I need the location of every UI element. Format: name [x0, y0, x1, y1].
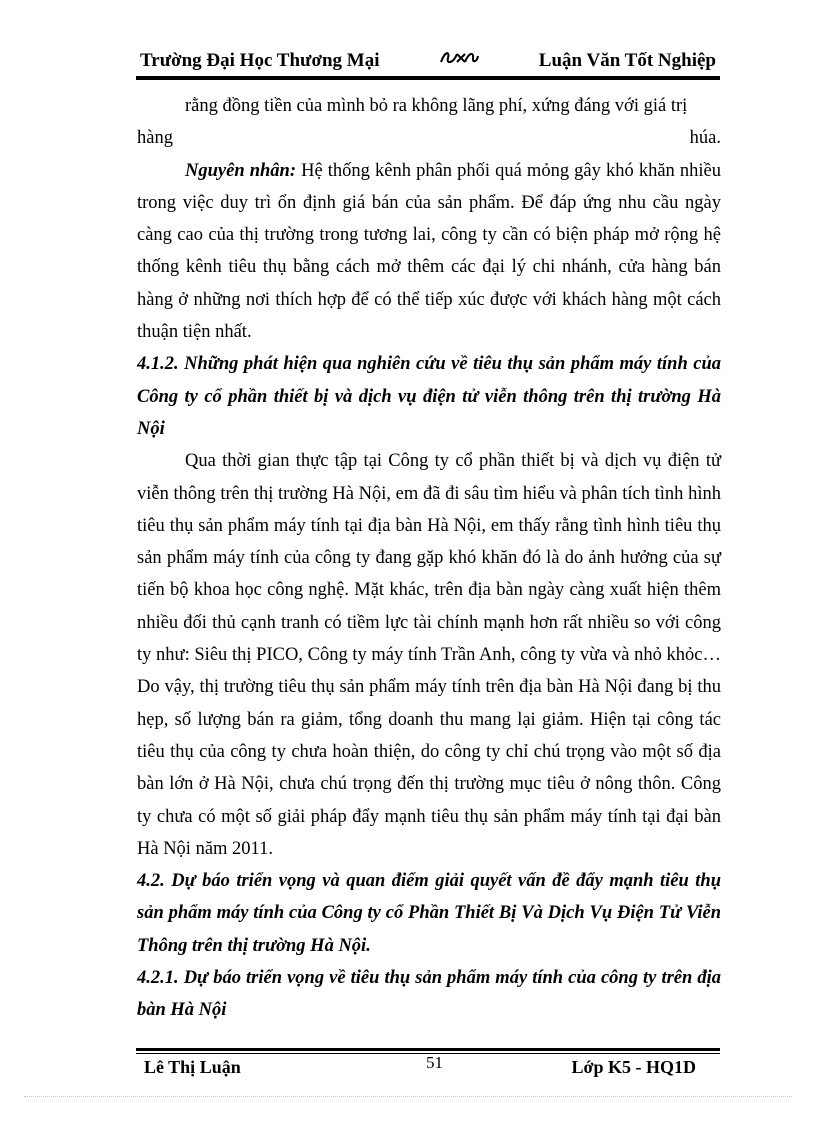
section-heading-4-2-1: 4.2.1. Dự báo triển vọng về tiêu thụ sản phẩm máy tính của công ty trên địa bàn Hà Nội [137, 968, 721, 1021]
section-heading-4-2: 4.2. Dự báo triển vọng và quan điểm giải quyết vấn đề đẩy mạnh tiêu thụ sản phẩm máy tính của Công ty cổ Phần Thiết Bị Và Dịch Vụ Điện Tử Viễn Thông trên thị trường Hà Nội. [137, 871, 721, 956]
footer-author: Lê Thị Luận [144, 1057, 241, 1077]
paragraph-cause [137, 155, 721, 349]
paragraph-continuation: rằng đồng tiền của mình bỏ ra không lãng phí, xứng đáng với giá trị [185, 96, 688, 116]
footer-class: Lớp K5 - HQ1D [571, 1057, 696, 1077]
text-fragment: húa. [689, 128, 721, 149]
page-header [136, 48, 720, 77]
page-footer [136, 1048, 720, 1081]
page-bottom-divider [24, 1096, 792, 1097]
section-heading-4-1-2: 4.1.2. Những phát hiện qua nghiên cứu về tiêu thụ sản phẩm máy tính của Công ty cổ phần thiết bị và dịch vụ điện tử viễn thông trên thị trường Hà Nội [137, 354, 721, 439]
document-body [137, 90, 721, 1027]
paragraph-continuation-last-line [137, 122, 721, 154]
text-fragment: hàng [137, 128, 173, 149]
header-ornament-icon [438, 50, 480, 71]
header-school: Trường Đại Học Thương Mại [140, 50, 380, 71]
cause-label: Nguyên nhân: [185, 160, 296, 181]
header-title: Luận Văn Tốt Nghiệp [538, 50, 716, 71]
cause-text: Hệ thống kênh phân phối quá mỏng gây khó khăn nhiều trong việc duy trì ổn định giá bán của sản phẩm. Để đáp ứng nhu cầu ngày càng cao của thị trường trong tương lai, công ty cần có biện pháp mở rộng hệ thống kênh tiêu thụ bằng cách mở thêm các đại lý chi nhánh, cửa hàng bán hàng ở những nơi thích hợp để có thể tiếp xúc được với khách hàng một cách thuận tiện nhất. [137, 160, 722, 343]
paragraph-findings: Qua thời gian thực tập tại Công ty cổ phần thiết bị và dịch vụ điện tử viễn thông trên thị trường Hà Nội, em đã đi sâu tìm hiểu và phân tích tình hình tiêu thụ sản phẩm máy tính tại địa bàn Hà Nội, em thấy rằng tình hình tiêu thụ sản phẩm máy tính của công ty đang gặp khó khăn đó là do ảnh hưởng của sự tiến bộ khoa học công nghệ. Mặt khác, trên địa bàn ngày càng xuất hiện thêm nhiều đối thủ cạnh tranh có tiềm lực tài chính mạnh hơn rất nhiều so với công ty như: Siêu thị PICO, Công ty máy tính Trần Anh, công ty vừa và nhỏ khỏc…Do vậy, thị trường tiêu thụ sản phẩm máy tính trên địa bàn Hà Nội đang bị thu hẹp, số lượng bán ra giảm, tổng doanh thu mang lại giảm. Hiện tại công tác tiêu thụ của công ty chưa hoàn thiện, do công ty chỉ chú trọng vào một số địa bàn lớn ở Hà Nội, chưa chú trọng đến thị trường mục tiêu ở nông thôn. Công ty chưa có một số giải pháp đẩy mạnh tiêu thụ sản phẩm máy tính tại đại bàn Hà Nội năm 2011. [137, 451, 721, 859]
page-number: 51 [426, 1053, 443, 1072]
